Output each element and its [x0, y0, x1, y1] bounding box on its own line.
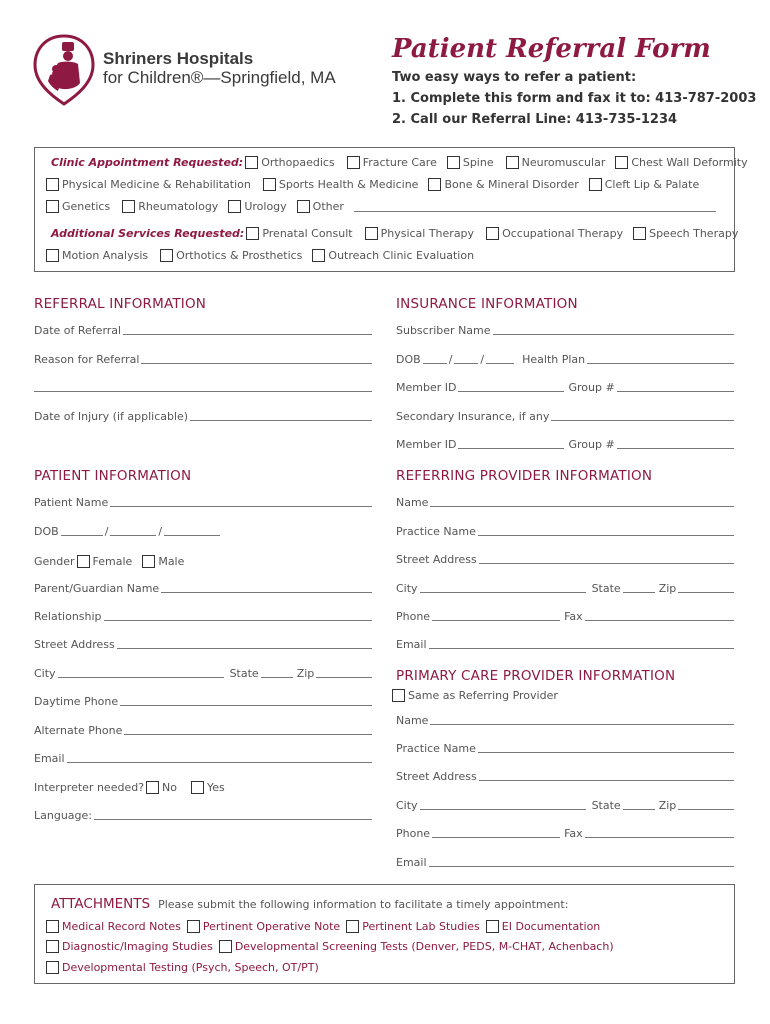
- referring-email-field[interactable]: Email: [396, 638, 736, 651]
- patient-dob-field[interactable]: DOB / /: [34, 525, 374, 538]
- checkbox[interactable]: [615, 156, 628, 169]
- service-option[interactable]: Motion Analysis: [46, 249, 156, 262]
- checkbox[interactable]: [347, 156, 360, 169]
- clinic-option[interactable]: Other: [297, 200, 348, 213]
- clinic-row-2: [46, 176, 707, 192]
- checkbox[interactable]: [297, 200, 310, 213]
- male-option[interactable]: Male: [142, 555, 188, 568]
- checkbox[interactable]: [46, 249, 59, 262]
- service-option[interactable]: Occupational Therapy: [486, 227, 629, 240]
- clinic-option[interactable]: Genetics: [46, 200, 118, 213]
- checkbox[interactable]: [447, 156, 460, 169]
- checkbox[interactable]: [346, 920, 359, 933]
- clinic-option[interactable]: Urology: [228, 200, 292, 213]
- phone-instruction: 2. Call our Referral Line: 413-735-1234: [392, 112, 678, 127]
- attachment-option[interactable]: Developmental Screening Tests (Denver, PEDS, M-CHAT, Achenbach): [219, 940, 614, 953]
- pcp-practice-field[interactable]: Practice Name: [396, 742, 736, 755]
- service-option[interactable]: Prenatal Consult: [246, 227, 360, 240]
- checkbox[interactable]: [263, 178, 276, 191]
- attachments-header-row: [51, 895, 568, 913]
- patient-city-field[interactable]: City State Zip: [34, 667, 374, 680]
- checkbox[interactable]: [142, 555, 155, 568]
- patient-email-field[interactable]: Email: [34, 752, 374, 765]
- attachments-heading: ATTACHMENTS: [51, 896, 151, 912]
- checkbox[interactable]: [122, 200, 135, 213]
- checkbox[interactable]: [46, 178, 59, 191]
- subscriber-name-field[interactable]: Subscriber Name: [396, 324, 736, 337]
- referring-city-field[interactable]: City State Zip: [396, 582, 736, 595]
- org-name: Shriners Hospitals: [103, 49, 254, 68]
- clinic-option[interactable]: Spine: [447, 156, 502, 169]
- org-subtitle: for Children®—Springfield, MA: [103, 68, 336, 87]
- checkbox[interactable]: [228, 200, 241, 213]
- checkbox[interactable]: [312, 249, 325, 262]
- pcp-city-field[interactable]: City State Zip: [396, 799, 736, 812]
- group-label: Group #: [568, 381, 615, 394]
- attachment-option[interactable]: Developmental Testing (Psych, Speech, OT/PT): [46, 961, 319, 974]
- checkbox[interactable]: [187, 920, 200, 933]
- interpreter-yes-option[interactable]: Yes: [191, 781, 229, 794]
- shriners-logo-icon: [32, 33, 96, 107]
- clinic-row-3: [46, 198, 718, 214]
- clinic-option[interactable]: Orthopaedics: [245, 156, 343, 169]
- clinic-option[interactable]: Physical Medicine & Rehabilitation: [46, 178, 259, 191]
- checkbox[interactable]: [392, 689, 405, 702]
- fax-instruction: 1. Complete this form and fax it to: 413-787-2003: [392, 91, 757, 106]
- primary-care-heading: PRIMARY CARE PROVIDER INFORMATION: [396, 668, 676, 684]
- clinic-option[interactable]: Bone & Mineral Disorder: [428, 178, 584, 191]
- referring-name-field[interactable]: Name: [396, 496, 736, 509]
- referring-phone-field[interactable]: Phone Fax: [396, 610, 736, 623]
- guardian-name-field[interactable]: Parent/Guardian Name: [34, 582, 374, 595]
- checkbox[interactable]: [46, 920, 59, 933]
- checkbox[interactable]: [506, 156, 519, 169]
- same-as-referring-row[interactable]: Same as Referring Provider: [392, 687, 558, 703]
- pcp-name-field[interactable]: Name: [396, 714, 736, 727]
- service-option[interactable]: Orthotics & Prosthetics: [160, 249, 308, 262]
- checkbox[interactable]: [46, 961, 59, 974]
- intro-text: Two easy ways to refer a patient:: [392, 70, 637, 85]
- member-id-2-field[interactable]: Member ID Group #: [396, 438, 736, 451]
- checkbox[interactable]: [245, 156, 258, 169]
- clinic-option[interactable]: Neuromuscular: [506, 156, 612, 169]
- attachment-option[interactable]: Diagnostic/Imaging Studies: [46, 940, 213, 953]
- group-label-2: Group #: [568, 438, 615, 451]
- reason-continued-field[interactable]: [34, 381, 374, 394]
- checkbox[interactable]: [46, 940, 59, 953]
- checkbox[interactable]: [486, 920, 499, 933]
- relationship-field[interactable]: Relationship: [34, 610, 374, 623]
- service-option[interactable]: Outreach Clinic Evaluation: [312, 249, 478, 262]
- checkbox[interactable]: [486, 227, 499, 240]
- checkbox[interactable]: [589, 178, 602, 191]
- attachment-option[interactable]: EI Documentation: [486, 920, 601, 933]
- clinic-option[interactable]: Sports Health & Medicine: [263, 178, 425, 191]
- pcp-phone-field[interactable]: Phone Fax: [396, 827, 736, 840]
- secondary-insurance-field[interactable]: Secondary Insurance, if any: [396, 410, 736, 423]
- referring-practice-field[interactable]: Practice Name: [396, 525, 736, 538]
- checkbox[interactable]: [46, 200, 59, 213]
- attachment-option[interactable]: Medical Record Notes: [46, 920, 181, 933]
- insurance-heading: INSURANCE INFORMATION: [396, 296, 578, 312]
- referring-provider-heading: REFERRING PROVIDER INFORMATION: [396, 468, 653, 484]
- patient-name-field[interactable]: Patient Name: [34, 496, 374, 509]
- referral-heading: REFERRAL INFORMATION: [34, 296, 207, 312]
- clinic-option[interactable]: Cleft Lip & Palate: [589, 178, 704, 191]
- gender-row: Gender Female Male: [34, 553, 192, 569]
- language-field[interactable]: Language:: [34, 809, 374, 822]
- checkbox[interactable]: [633, 227, 646, 240]
- attachments-row-3: [46, 959, 325, 975]
- attachment-option[interactable]: Pertinent Operative Note: [187, 920, 340, 933]
- alternate-phone-field[interactable]: Alternate Phone: [34, 724, 374, 737]
- other-line[interactable]: [354, 201, 716, 212]
- date-of-injury-field[interactable]: Date of Injury (if applicable): [34, 410, 374, 423]
- clinic-row-1: [51, 154, 756, 170]
- interpreter-row: Interpreter needed? No Yes: [34, 779, 233, 795]
- attachments-row-1: [46, 918, 606, 934]
- referring-street-field[interactable]: Street Address: [396, 553, 736, 566]
- form-title: Patient Referral Form: [392, 34, 711, 64]
- daytime-phone-field[interactable]: Daytime Phone: [34, 695, 374, 708]
- service-option[interactable]: Physical Therapy: [365, 227, 482, 240]
- clinic-option[interactable]: Chest Wall Deformity: [615, 156, 751, 169]
- subscriber-dob-field[interactable]: DOB / / Health Plan: [396, 353, 736, 366]
- checkbox[interactable]: [219, 940, 232, 953]
- pcp-email-field[interactable]: Email: [396, 856, 736, 869]
- interpreter-no-option[interactable]: No: [146, 781, 187, 794]
- reason-for-referral-field[interactable]: Reason for Referral: [34, 353, 374, 366]
- attachment-option[interactable]: Pertinent Lab Studies: [346, 920, 480, 933]
- checkbox[interactable]: [146, 781, 159, 794]
- checkbox[interactable]: [191, 781, 204, 794]
- checkbox[interactable]: [246, 227, 259, 240]
- logo: [32, 33, 96, 107]
- checkbox[interactable]: [365, 227, 378, 240]
- attachments-row-2: [46, 938, 620, 954]
- member-id-field[interactable]: Member ID Group #: [396, 381, 736, 394]
- clinic-option[interactable]: Fracture Care: [347, 156, 443, 169]
- health-plan-label: Health Plan: [522, 353, 586, 366]
- services-row-1: [51, 225, 746, 241]
- female-option[interactable]: Female: [77, 555, 139, 568]
- clinic-label: Clinic Appointment Requested:: [51, 155, 244, 169]
- date-of-referral-field[interactable]: Date of Referral: [34, 324, 374, 337]
- clinic-option[interactable]: Rheumatology: [122, 200, 224, 213]
- services-label: Additional Services Requested:: [51, 226, 245, 240]
- pcp-street-field[interactable]: Street Address: [396, 770, 736, 783]
- attachments-note: Please submit the following information to facilitate a timely appointment:: [158, 897, 569, 911]
- service-option[interactable]: Speech Therapy: [633, 227, 742, 240]
- checkbox[interactable]: [428, 178, 441, 191]
- checkbox[interactable]: [160, 249, 173, 262]
- services-row-2: [46, 247, 482, 263]
- patient-heading: PATIENT INFORMATION: [34, 468, 192, 484]
- patient-street-field[interactable]: Street Address: [34, 638, 374, 651]
- checkbox[interactable]: [77, 555, 90, 568]
